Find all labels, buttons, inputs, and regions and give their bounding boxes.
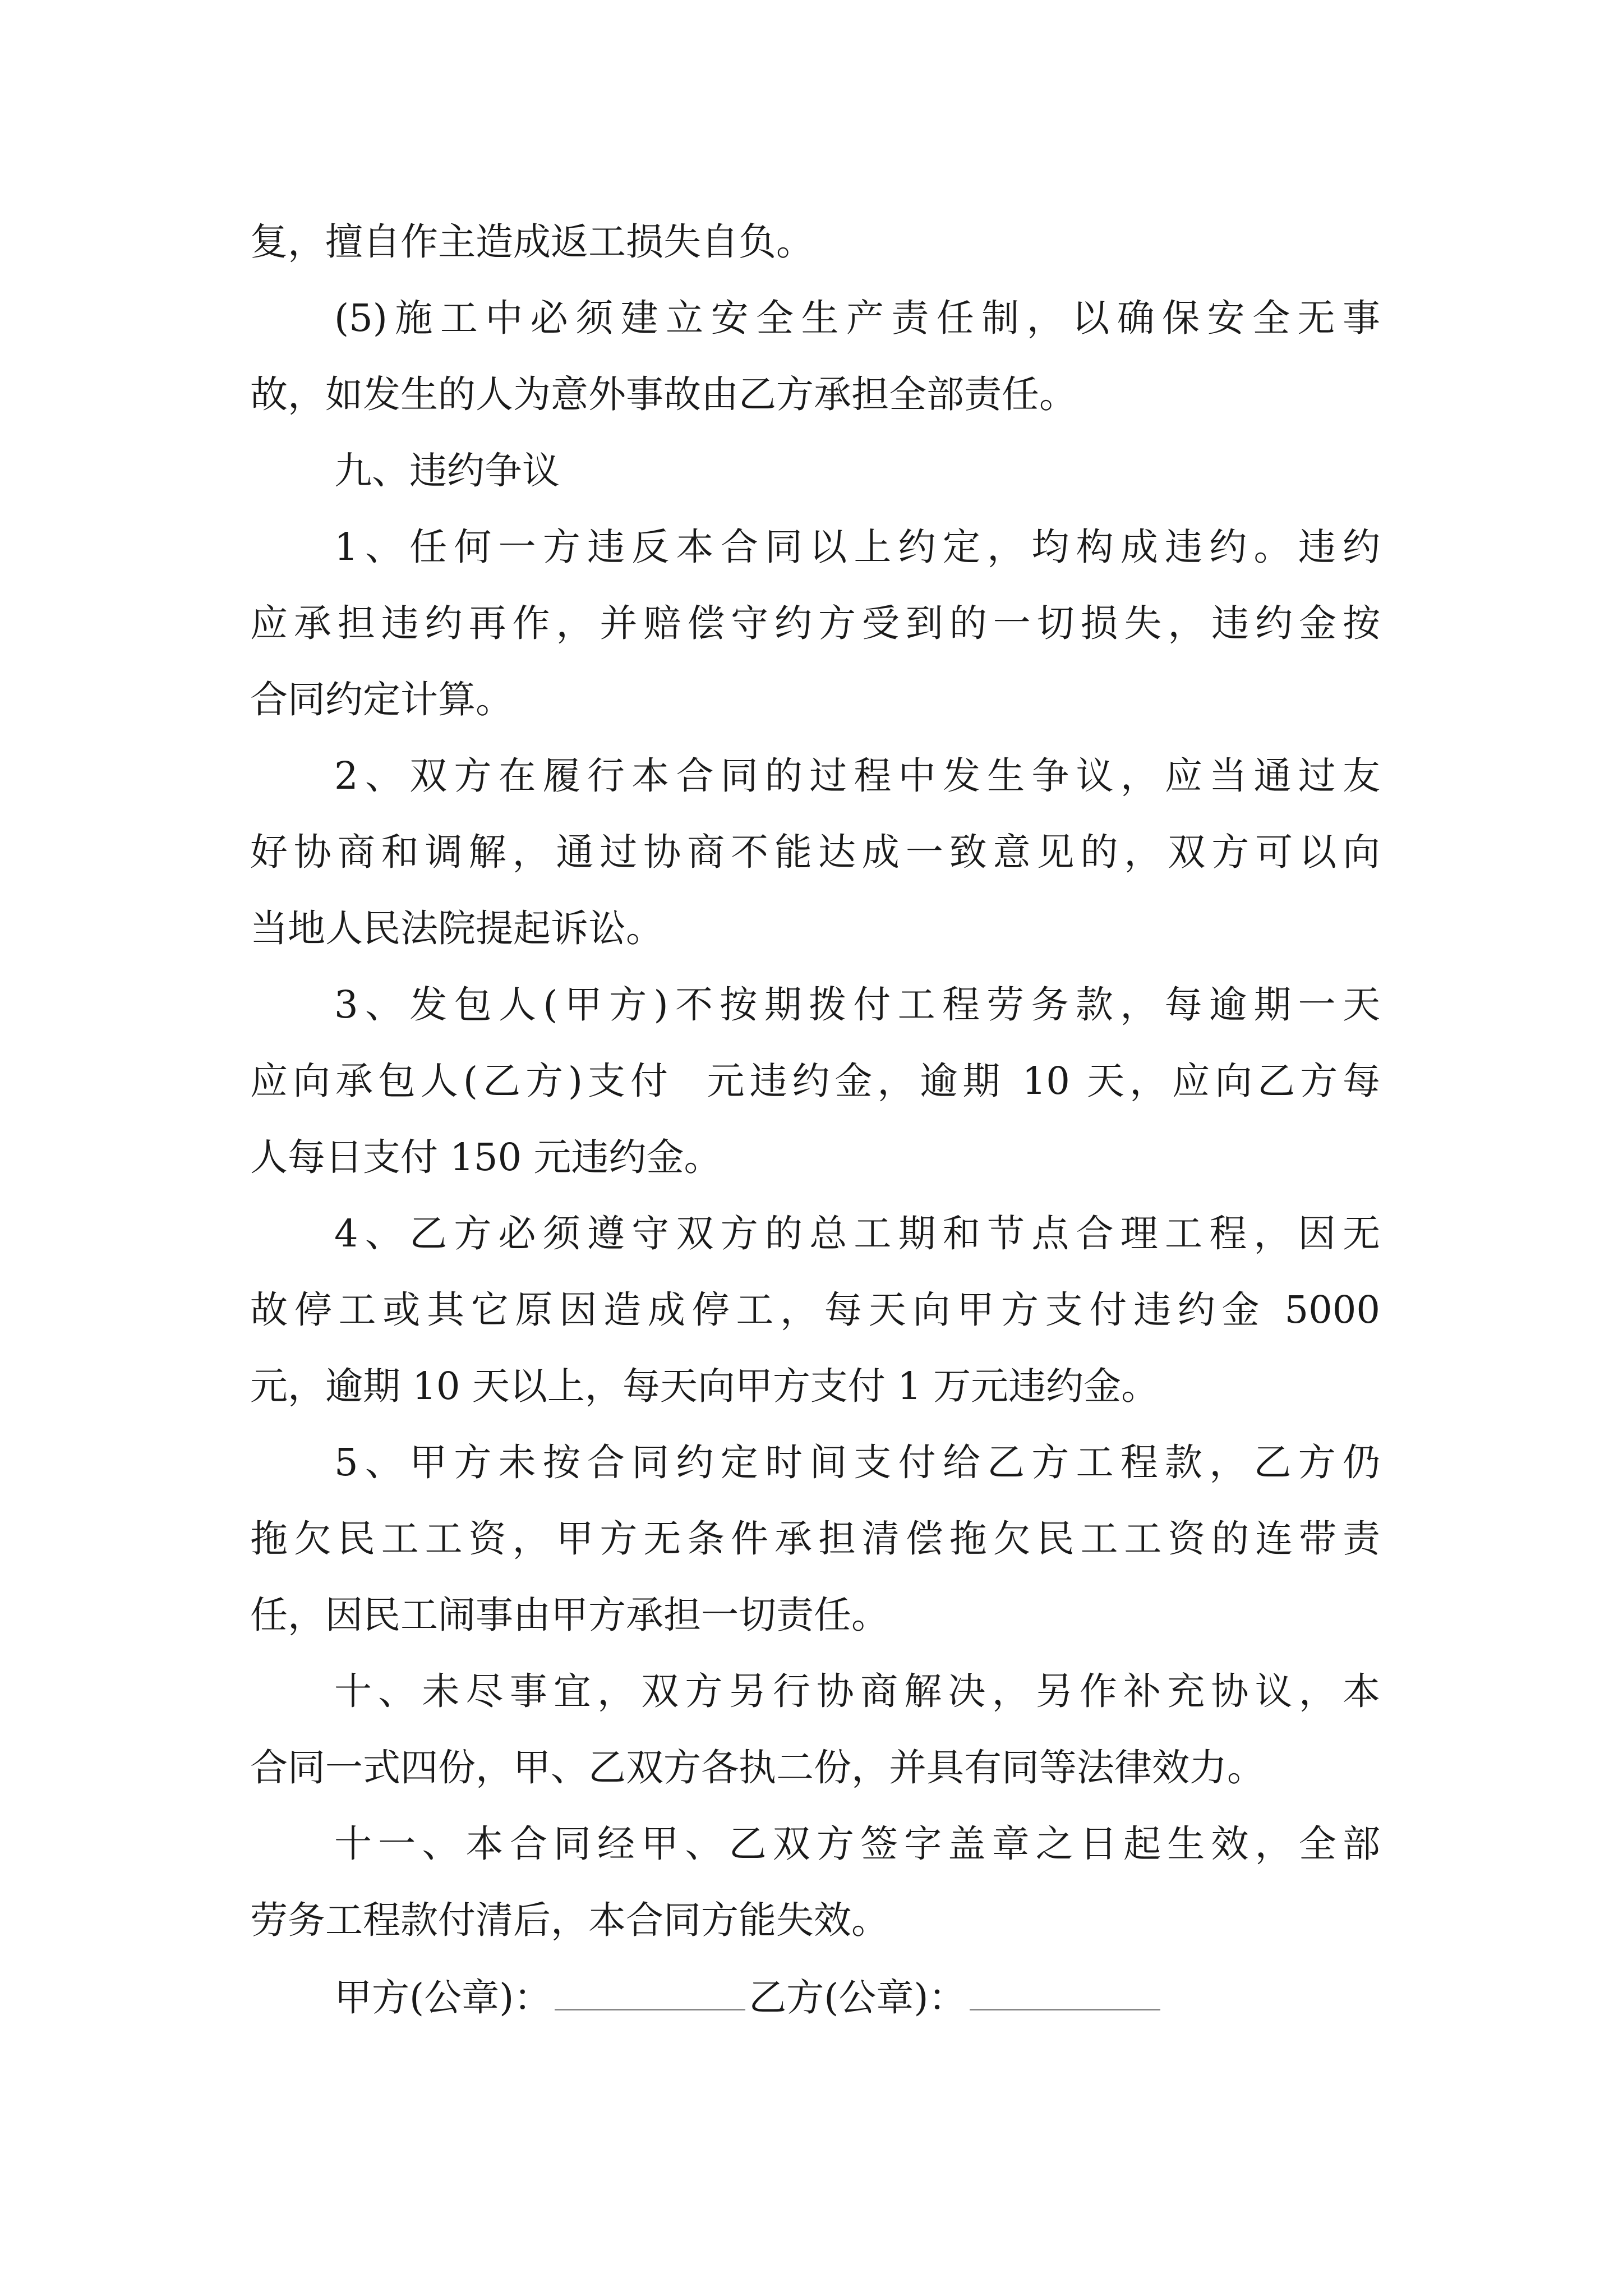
text-line: 1、任何一方违反本合同以上约定，均构成违约。违约 bbox=[334, 525, 1380, 569]
text-line: 4、乙方必须遵守双方的总工期和节点合理工程，因无 bbox=[334, 1212, 1380, 1255]
party-a-signature-blank[interactable] bbox=[555, 1958, 745, 2010]
text-line: 复，擅自作主造成返工损失自负。 bbox=[250, 220, 814, 264]
text-line: 人每日支付 150 元违约金。 bbox=[250, 1135, 722, 1179]
text-line: 故停工或其它原因造成停工，每天向甲方支付违约金 5000 bbox=[250, 1288, 1380, 1332]
party-b-signature-blank[interactable] bbox=[970, 1958, 1160, 2010]
text-line: 拖欠民工工资，甲方无条件承担清偿拖欠民工工资的连带责 bbox=[250, 1517, 1380, 1561]
text-line: 十一、本合同经甲、乙双方签字盖章之日起生效，全部 bbox=[334, 1822, 1380, 1866]
text-line: 任，因民工闹事由甲方承担一切责任。 bbox=[250, 1593, 889, 1637]
section-heading: 九、违约争议 bbox=[334, 449, 560, 493]
party-a-seal-label: 甲方(公章)： bbox=[334, 1976, 552, 2019]
text-line: 5、甲方未按合同约定时间支付给乙方工程款，乙方仍 bbox=[334, 1441, 1380, 1484]
text-line: 3、发包人(甲方)不按期拨付工程劳务款，每逾期一天 bbox=[334, 983, 1380, 1027]
contract-body bbox=[250, 204, 1380, 2035]
signature-row bbox=[250, 1958, 1380, 2035]
text-line: 故，如发生的人为意外事故由乙方承担全部责任。 bbox=[250, 372, 1077, 416]
text-line: 应承担违约再作，并赔偿守约方受到的一切损失，违约金按 bbox=[250, 601, 1380, 645]
text-line: 好协商和调解，通过协商不能达成一致意见的，双方可以向 bbox=[250, 830, 1380, 874]
text-line: 当地人民法院提起诉讼。 bbox=[250, 907, 663, 950]
text-line: 劳务工程款付清后，本合同方能失效。 bbox=[250, 1898, 889, 1942]
text-line: 合同一式四份，甲、乙双方各执二份，并具有同等法律效力。 bbox=[250, 1746, 1265, 1789]
text-line: 十、未尽事宜，双方另行协商解决，另作补充协议，本 bbox=[334, 1669, 1380, 1713]
text-line: (5)施工中必须建立安全生产责任制，以确保安全无事 bbox=[334, 296, 1380, 340]
party-b-seal-label: 乙方(公章)： bbox=[749, 1976, 966, 2019]
text-line: 元，逾期 10 天以上，每天向甲方支付 1 万元违约金。 bbox=[250, 1364, 1159, 1408]
text-line: 合同约定计算。 bbox=[250, 678, 513, 721]
text-line: 应向承包人(乙方)支付 元违约金，逾期 10 天，应向乙方每 bbox=[250, 1059, 1380, 1103]
text-line: 2、双方在履行本合同的过程中发生争议，应当通过友 bbox=[334, 754, 1380, 798]
